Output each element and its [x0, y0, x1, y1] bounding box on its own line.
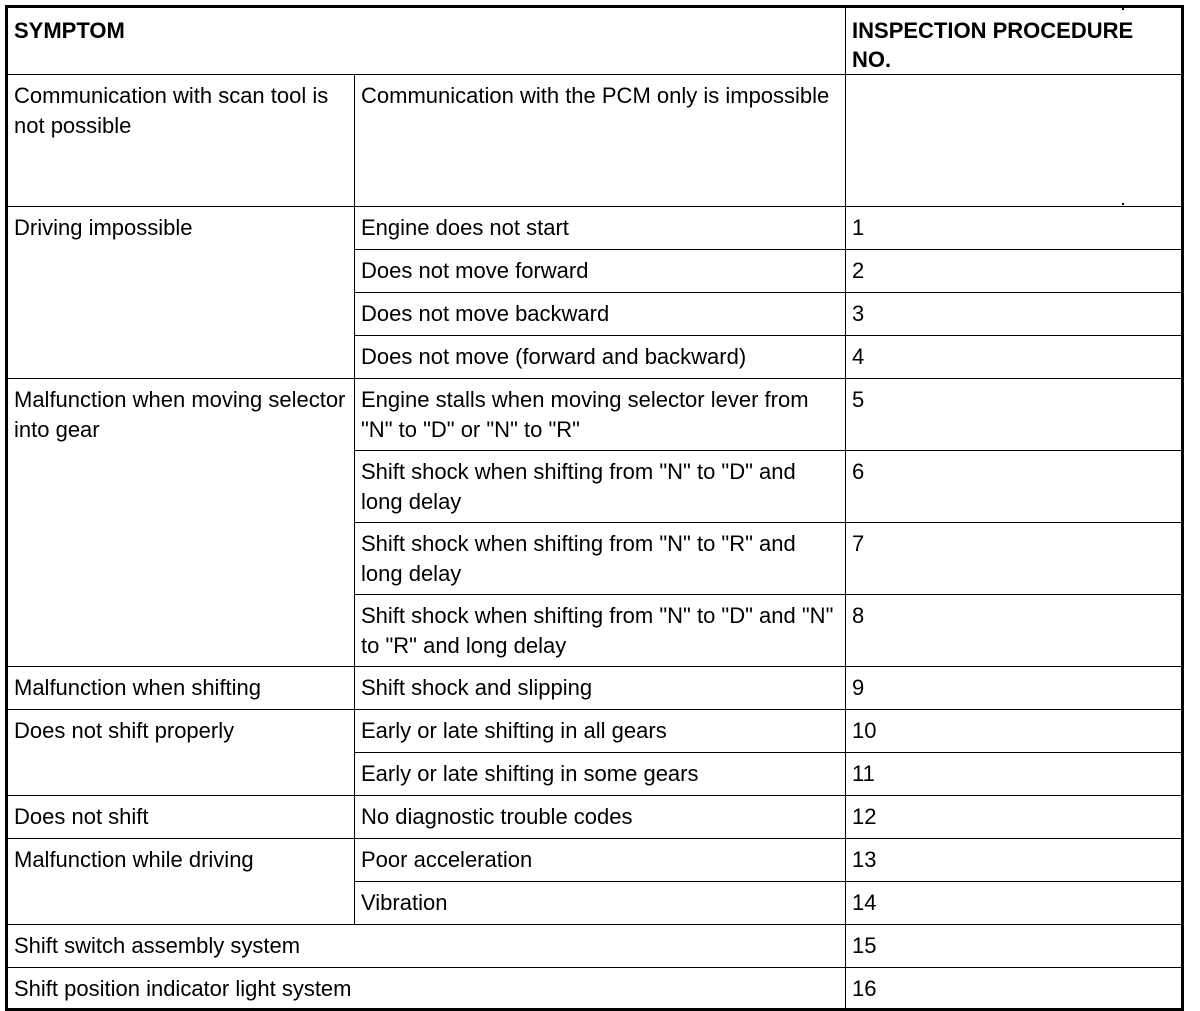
- symptom-cell: Malfunction when shifting: [7, 667, 355, 710]
- procedure-cell: 8: [846, 595, 1183, 667]
- procedure-cell: 16: [846, 968, 1183, 1010]
- procedure-cell: 10: [846, 710, 1183, 753]
- procedure-cell: 4: [846, 336, 1183, 379]
- procedure-cell: 1: [846, 207, 1183, 250]
- detail-cell: Shift shock when shifting from "N" to "D" and "N" to "R" and long delay: [355, 595, 846, 667]
- header-procedure: INSPECTION PROCEDURE NO.: [846, 7, 1183, 75]
- detail-cell: Communication with the PCM only is impossible: [355, 75, 846, 207]
- symptom-cell: Driving impossible: [7, 207, 355, 379]
- procedure-cell: 12: [846, 796, 1183, 839]
- procedure-cell: 3: [846, 293, 1183, 336]
- detail-cell: Engine does not start: [355, 207, 846, 250]
- table-row: [7, 75, 1183, 207]
- symptom-cell: Shift position indicator light system: [7, 968, 846, 1010]
- table-row: [7, 839, 1183, 882]
- procedure-cell: 7: [846, 523, 1183, 595]
- detail-cell: No diagnostic trouble codes: [355, 796, 846, 839]
- table-row: [7, 710, 1183, 753]
- detail-cell: Shift shock and slipping: [355, 667, 846, 710]
- detail-cell: Shift shock when shifting from "N" to "D" and long delay: [355, 451, 846, 523]
- procedure-cell: 13: [846, 839, 1183, 882]
- procedure-cell: 14: [846, 882, 1183, 925]
- scan-speck: [1122, 203, 1124, 205]
- procedure-cell: [846, 75, 1183, 207]
- table-row: [7, 968, 1183, 1010]
- symptom-cell: Malfunction when moving selector into gear: [7, 379, 355, 667]
- table-row: [7, 379, 1183, 451]
- symptom-cell: Does not shift: [7, 796, 355, 839]
- table-row: [7, 207, 1183, 250]
- table-row: [7, 925, 1183, 968]
- procedure-cell: 15: [846, 925, 1183, 968]
- procedure-cell: 5: [846, 379, 1183, 451]
- symptom-cell: Malfunction while driving: [7, 839, 355, 925]
- procedure-cell: 2: [846, 250, 1183, 293]
- detail-cell: Does not move (forward and backward): [355, 336, 846, 379]
- procedure-cell: 9: [846, 667, 1183, 710]
- procedure-cell: 11: [846, 753, 1183, 796]
- detail-cell: Engine stalls when moving selector lever from "N" to "D" or "N" to "R": [355, 379, 846, 451]
- table-row: [7, 796, 1183, 839]
- symptom-cell: Communication with scan tool is not possible: [7, 75, 355, 207]
- header-symptom: SYMPTOM: [7, 7, 846, 75]
- header-row: [7, 7, 1183, 75]
- table-row: [7, 667, 1183, 710]
- symptom-cell: Does not shift properly: [7, 710, 355, 796]
- detail-cell: Does not move forward: [355, 250, 846, 293]
- detail-cell: Shift shock when shifting from "N" to "R" and long delay: [355, 523, 846, 595]
- detail-cell: Poor acceleration: [355, 839, 846, 882]
- detail-cell: Vibration: [355, 882, 846, 925]
- detail-cell: Does not move backward: [355, 293, 846, 336]
- symptom-table: [5, 5, 1184, 1011]
- detail-cell: Early or late shifting in all gears: [355, 710, 846, 753]
- symptom-cell: Shift switch assembly system: [7, 925, 846, 968]
- detail-cell: Early or late shifting in some gears: [355, 753, 846, 796]
- scan-speck: [1122, 8, 1124, 10]
- procedure-cell: 6: [846, 451, 1183, 523]
